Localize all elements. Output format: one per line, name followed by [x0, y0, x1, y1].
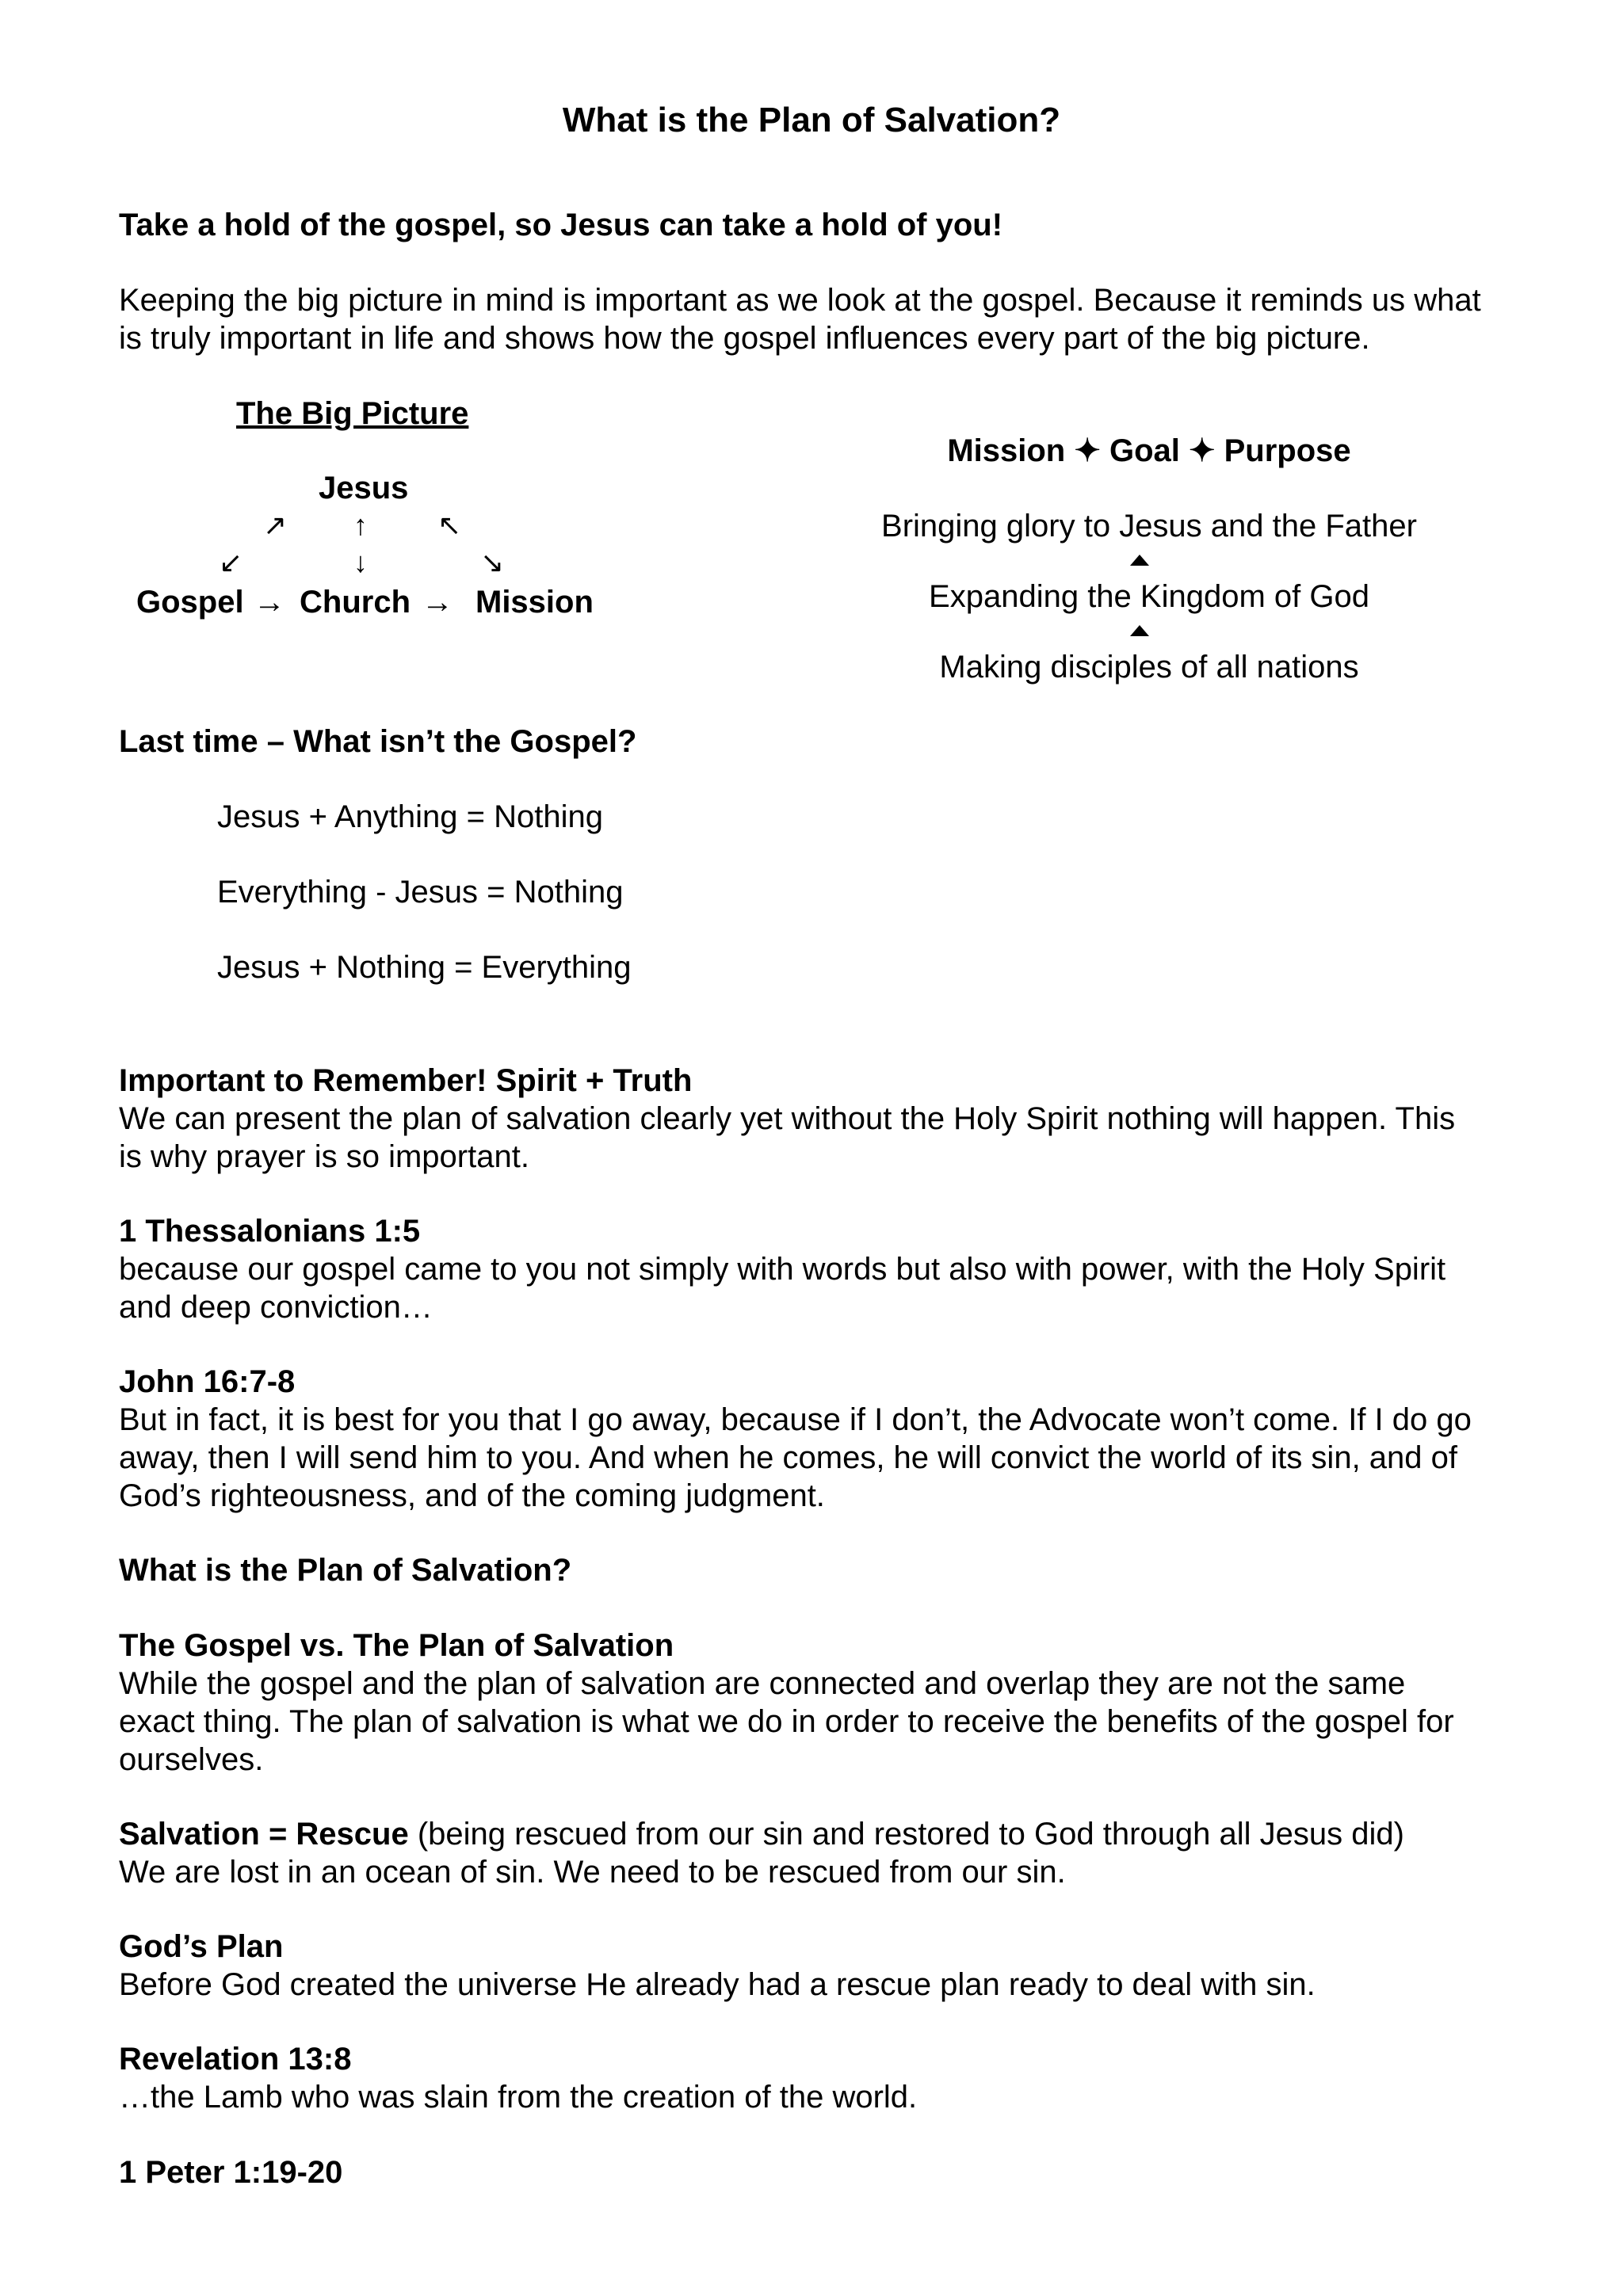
scripture-text-line-1: But in fact, it is best for you that I go away, because if I don’t, the Advocate won’t come. If I do go: [119, 1402, 1472, 1437]
intro-line-1: Keeping the big picture in mind is important as we look at the gospel. Because it reminds us what: [119, 283, 1481, 318]
scripture-ref-john: John 16:7-8: [119, 1364, 296, 1399]
arrow-nw-icon: ↖: [437, 509, 462, 541]
up-triangle-icon: [1130, 625, 1149, 636]
gods-plan-heading: God’s Plan: [119, 1929, 284, 1964]
salvation-definition: [119, 1815, 1404, 1853]
scripture-text-line-1: …the Lamb who was slain from the creation of the world.: [119, 2080, 918, 2115]
gospel-vs-heading: The Gospel vs. The Plan of Salvation: [119, 1628, 674, 1663]
big-picture-heading: The Big Picture: [236, 396, 469, 431]
gods-plan-line-1: Before God created the universe He already had a rescue plan ready to deal with sin.: [119, 1967, 1316, 2002]
arrow-up-icon: ↑: [353, 509, 368, 541]
arrow-right-icon: →: [254, 585, 285, 620]
salvation-explanation: (being rescued from our sin and restored to God through all Jesus did): [408, 1817, 1404, 1852]
arrow-down-icon: ↓: [353, 546, 368, 578]
page-title: What is the Plan of Salvation?: [562, 101, 1061, 139]
diagram-node-gospel: Gospel: [136, 585, 244, 620]
last-time-heading: Last time – What isn’t the Gospel?: [119, 724, 637, 759]
scripture-text-line-2: away, then I will send him to you. And when he comes, he will convict the world of its sin, and of: [119, 1440, 1458, 1475]
tagline: Take a hold of the gospel, so Jesus can take a hold of you!: [119, 208, 1003, 242]
up-triangle-icon: [1130, 555, 1149, 566]
diagram-node-mission: Mission: [475, 585, 594, 620]
scripture-text-line-1: because our gospel came to you not simply with words but also with power, with the Holy Spirit: [119, 1252, 1446, 1287]
gospel-vs-line-3: ourselves.: [119, 1742, 264, 1777]
equation-2: Everything - Jesus = Nothing: [217, 875, 624, 910]
scripture-text-line-3: God’s righteousness, and of the coming judgment.: [119, 1478, 825, 1513]
scripture-text-line-2: and deep conviction…: [119, 1290, 433, 1325]
gospel-vs-line-1: While the gospel and the plan of salvation are connected and overlap they are not the same: [119, 1666, 1406, 1701]
mission-line-glory: Bringing glory to Jesus and the Father: [881, 509, 1417, 543]
salvation-term: Salvation = Rescue: [119, 1817, 409, 1852]
remember-line-2: is why prayer is so important.: [119, 1139, 529, 1174]
salvation-line-2: We are lost in an ocean of sin. We need to be rescued from our sin.: [119, 1855, 1066, 1890]
arrow-right-icon: →: [422, 585, 453, 620]
equation-1: Jesus + Anything = Nothing: [217, 799, 603, 834]
equation-3: Jesus + Nothing = Everything: [217, 950, 632, 985]
arrow-se-icon: ↘: [480, 546, 505, 578]
diagram-node-church: Church: [300, 585, 411, 620]
intro-line-2: is truly important in life and shows how the gospel influences every part of the big picture.: [119, 321, 1370, 356]
section-question: What is the Plan of Salvation?: [119, 1553, 572, 1588]
scripture-ref-peter: 1 Peter 1:19-20: [119, 2155, 343, 2190]
arrow-sw-icon: ↙: [219, 546, 243, 578]
scripture-ref-thessalonians: 1 Thessalonians 1:5: [119, 1214, 421, 1249]
arrow-ne-icon: ↗: [263, 509, 288, 541]
remember-heading: Important to Remember! Spirit + Truth: [119, 1063, 693, 1098]
mission-line-kingdom: Expanding the Kingdom of God: [929, 579, 1369, 614]
remember-line-1: We can present the plan of salvation clearly yet without the Holy Spirit nothing will happen. This: [119, 1101, 1456, 1136]
mission-panel-heading: Mission ✦ Goal ✦ Purpose: [947, 433, 1351, 468]
diagram-node-jesus: Jesus: [319, 471, 409, 505]
mission-line-disciples: Making disciples of all nations: [939, 650, 1359, 685]
gospel-vs-line-2: exact thing. The plan of salvation is what we do in order to receive the benefits of the gospel for: [119, 1704, 1454, 1739]
scripture-ref-revelation: Revelation 13:8: [119, 2042, 352, 2077]
